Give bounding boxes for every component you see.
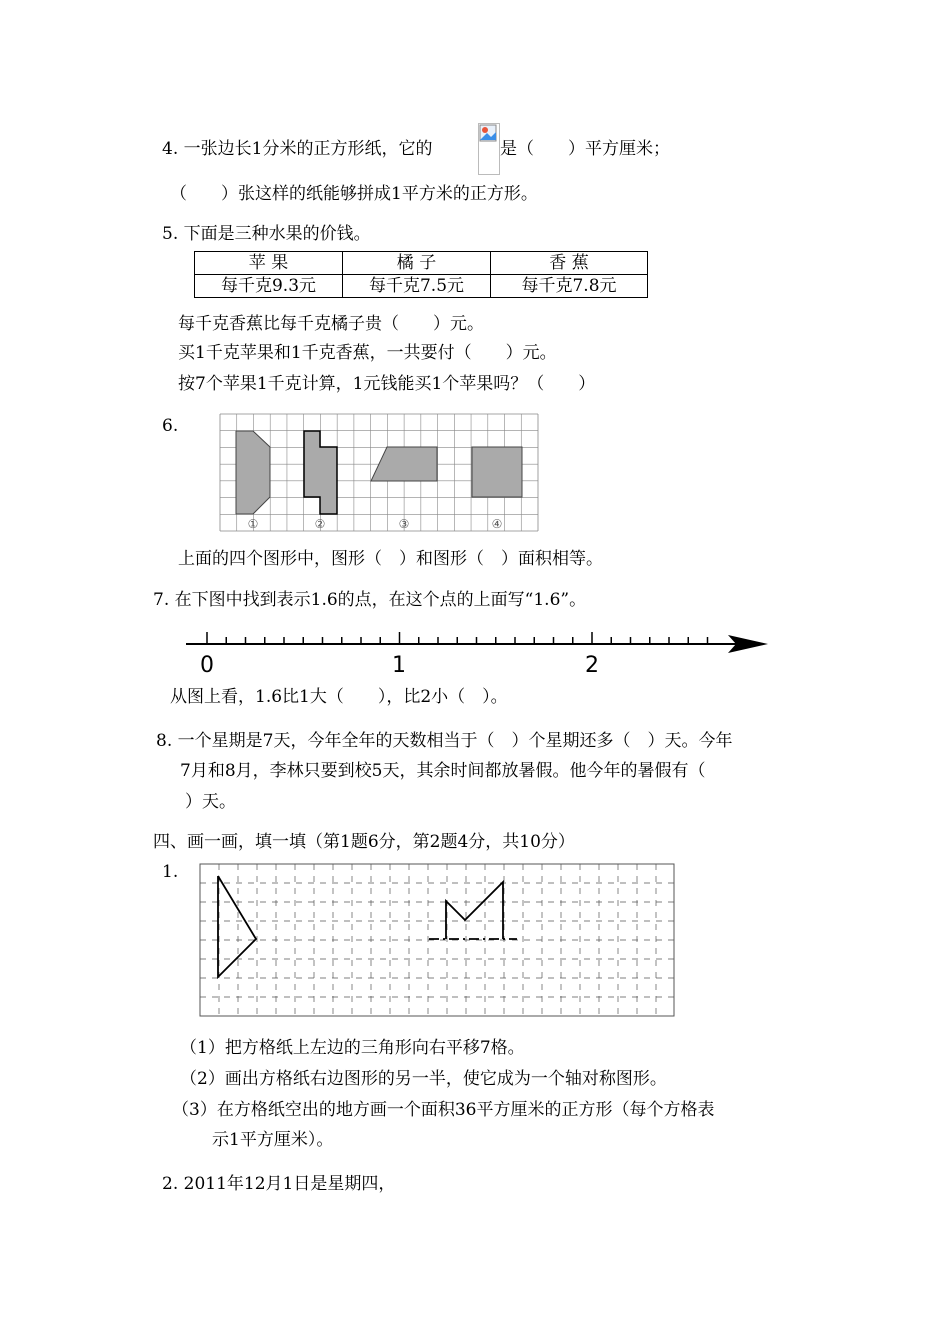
axis-label-2: 2 [585, 653, 599, 678]
q7-title: 7. 在下图中找到表示1.6的点，在这个点的上面写“1.6”。 [153, 590, 587, 610]
q8-line1: 8. 一个星期是7天，今年全年的天数相当于（ ）个星期还多（ ）天。今年 [156, 731, 733, 751]
label-3: ③ [398, 517, 410, 531]
shape-3 [371, 447, 437, 481]
q8-line3: ）天。 [185, 792, 236, 812]
q6-grid-figure [219, 413, 541, 533]
q5-title: 5. 下面是三种水果的价钱。 [162, 224, 371, 244]
header-banana: 香 蕉 [491, 252, 648, 275]
q4-line2: （ ）张这样的纸能够拼成1平方米的正方形。 [170, 184, 538, 204]
section4-q1-c1: （3）在方格纸空出的地方画一个面积36平方厘米的正方形（每个方格表 [172, 1100, 715, 1120]
section4-q1-a: （1）把方格纸上左边的三角形向右平移7格。 [180, 1038, 525, 1058]
label-2: ② [314, 517, 326, 531]
axis-label-1: 1 [392, 653, 406, 678]
q8-line2: 7月和8月，李林只要到校5天，其余时间都放暑假。他今年的暑假有（ [180, 761, 706, 781]
q6-text: 上面的四个图形中，图形（ ）和图形（ ）面积相等。 [178, 549, 603, 569]
broken-image-icon [478, 123, 500, 175]
price-table [194, 251, 648, 298]
q4-line1-pre: 4. 一张边长1分米的正方形纸，它的 [162, 139, 433, 159]
table-row [195, 275, 648, 298]
shape-4 [472, 447, 522, 497]
label-1: ① [247, 517, 259, 531]
shape-1 [236, 431, 270, 514]
table-row [195, 252, 648, 275]
label-4: ④ [491, 517, 503, 531]
q5-sub2: 买1千克苹果和1千克香蕉，一共要付（ ）元。 [178, 343, 557, 363]
section4-q1-b: （2）画出方格纸右边图形的另一半，使它成为一个轴对称图形。 [180, 1069, 667, 1089]
section4-q1-c2: 示1平方厘米）。 [212, 1130, 334, 1150]
header-orange: 橘 子 [343, 252, 491, 275]
half-shape [446, 882, 503, 939]
price-banana: 每千克7.8元 [491, 275, 648, 298]
triangle-shape [218, 876, 256, 977]
dashed-grid-figure [199, 863, 677, 1019]
axis-label-0: 0 [200, 653, 214, 678]
section4-q2: 2. 2011年12月1日是星期四， [162, 1174, 396, 1194]
shape-2 [304, 431, 337, 514]
q5-sub1: 每千克香蕉比每千克橘子贵（ ）元。 [178, 314, 484, 334]
section4-title: 四、画一画，填一填（第1题6分，第2题4分，共10分） [153, 832, 575, 852]
grid-border [200, 864, 674, 1016]
price-orange: 每千克7.5元 [343, 275, 491, 298]
q5-sub3: 按7个苹果1千克计算，1元钱能买1个苹果吗？（ ） [178, 374, 596, 394]
q7-text: 从图上看，1.6比1大（ ），比2小（ ）。 [170, 687, 508, 707]
price-apple: 每千克9.3元 [195, 275, 343, 298]
number-line [180, 628, 780, 678]
q6-number: 6. [162, 416, 179, 436]
q4-line1-post: 是（ ）平方厘米； [500, 139, 670, 159]
header-apple: 苹 果 [195, 252, 343, 275]
section4-q1-number: 1. [162, 862, 179, 882]
